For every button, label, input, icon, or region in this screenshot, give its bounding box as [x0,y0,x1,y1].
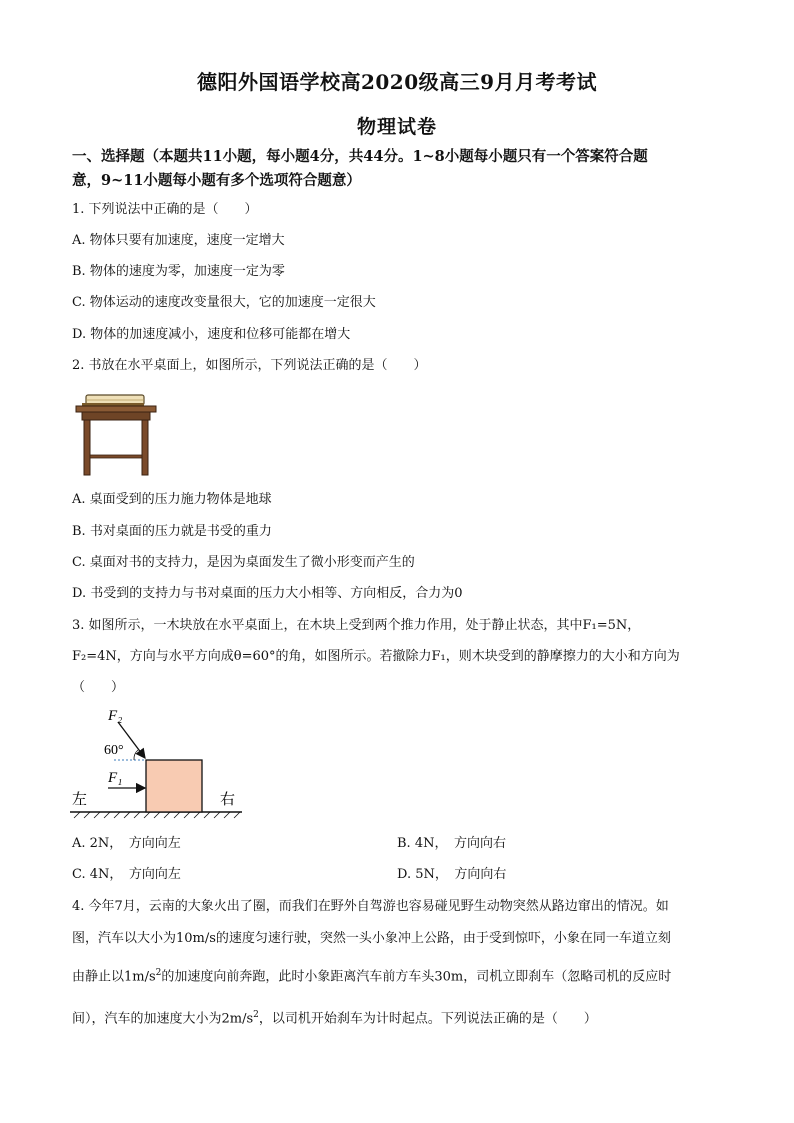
q3-option-c: C. 4N， 方向向左 [72,867,181,882]
q4-line4: 间），汽车的加速度大小为$2m/s^2$，以司机开始刹车为计时起点。下列说法正确的是（ ） [72,1010,597,1027]
q1-option-c: C. 物体运动的速度改变量很大，它的加速度一定很大 [72,295,376,310]
q2-option-a: A. 桌面受到的压力施力物体是地球 [72,492,272,507]
q2-option-b: B. 书对桌面的压力就是书受的重力 [72,524,272,539]
book-on-table-figure [74,391,160,477]
block-forces-figure [70,702,246,820]
q3-option-a: A. 2N， 方向向左 [72,836,181,851]
f1-label: F₁ [108,770,123,786]
q3-option-d: D. 5N， 方向向右 [397,867,507,882]
table-leg-right [142,420,148,475]
exam-subtitle: 物理试卷 [356,116,437,138]
q2-stem: 2. 书放在水平桌面上，如图所示，下列说法正确的是（ ） [72,358,427,373]
q1-option-a: A. 物体只要有加速度，速度一定增大 [72,233,285,248]
q2-option-c: C. 桌面对书的支持力，是因为桌面发生了微小形变而产生的 [72,555,415,570]
left-label: 左 [72,790,88,808]
q4-line1: 4. 今年7月，云南的大象火出了圈，而我们在野外自驾游也容易碰见野生动物突然从路边窜出的情况。如 [72,899,669,914]
q4-line3: 由静止以$1m/s^2$的加速度向前奔跑，此时小象距离汽车前方车头30m，司机立即刹车（忽略司机的反应时 [72,968,672,985]
q3-stem-line1: 3. 如图所示，一木块放在水平桌面上，在木块上受到两个推力作用，处于静止状态，其中F₁=5N， [72,618,641,633]
right-label: 右 [220,790,236,808]
f2-label: F₂ [108,708,123,724]
q1-stem: 1. 下列说法中正确的是（ ） [72,202,258,217]
q3-stem-line2: F₂=4N，方向与水平方向成θ=60°的角，如图所示。若撤除力F₁，则木块受到的静摩擦力的大小和方向为 [72,649,680,664]
exam-title: 德阳外国语学校高2020级高三9月月考考试 [196,70,598,94]
q1-option-b: B. 物体的速度为零，加速度一定为零 [72,264,285,279]
section-heading [72,145,732,193]
section-heading-line2: 意，9~11小题每小题有多个选项符合题意） [72,172,361,189]
q2-option-d: D. 书受到的支持力与书对桌面的压力大小相等、方向相反，合力为0 [72,586,463,601]
wooden-block [146,760,202,812]
angle-label: 60° [104,743,124,758]
q1-option-d: D. 物体的加速度减小，速度和位移可能都在增大 [72,327,351,342]
q4-line2: 图，汽车以大小为10m/s的速度匀速行驶，突然一头小象冲上公路，由于受到惊吓，小象在同一车道立刻 [72,931,671,946]
section-heading-line1: 一、选择题（本题共11小题，每小题4分，共44分。1~8小题每小题只有一个答案符合题 [72,148,648,165]
table-leg-left [84,420,90,475]
q3-stem-line3: （ ） [72,680,125,695]
table-top [76,406,156,412]
q3-option-b: B. 4N， 方向向右 [397,836,506,851]
